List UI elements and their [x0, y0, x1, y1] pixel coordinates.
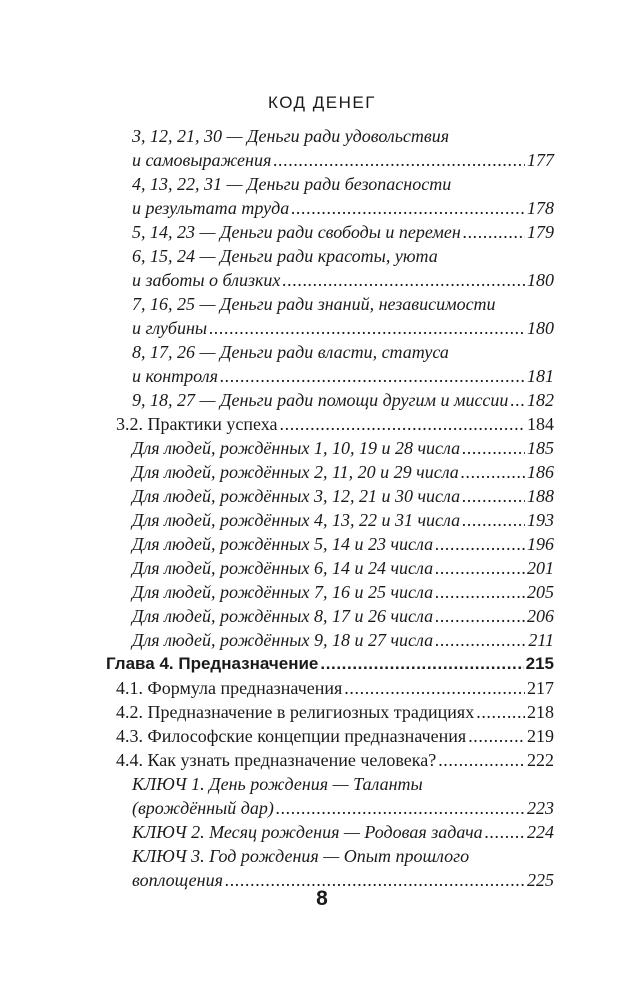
toc-entry-title: 7, 16, 25 — Деньги ради знаний, независимости	[132, 294, 496, 314]
toc-page-number: 224	[527, 822, 554, 842]
toc-page-number: 193	[527, 510, 554, 530]
toc-entry	[132, 820, 554, 844]
leader-dots	[462, 484, 525, 508]
toc-entry	[132, 556, 554, 580]
toc-entry-title: 6, 15, 24 — Деньги ради красоты, уюта	[132, 246, 438, 266]
leader-dots	[435, 532, 525, 556]
toc-page-number: 219	[527, 726, 554, 746]
toc-page-number: 185	[527, 438, 554, 458]
toc-entry-title: Для людей, рождённых 6, 14 и 24 числа	[132, 558, 434, 578]
leader-dots	[435, 604, 525, 628]
toc-entry	[132, 220, 554, 244]
leader-dots	[462, 508, 525, 532]
toc-section-title: 4.4. Как узнать предназначение человека?	[116, 750, 437, 770]
toc-page-number: 218	[527, 702, 554, 722]
toc-chapter-title: Глава 4. Предназначение	[106, 654, 319, 673]
toc-entry-title: 9, 18, 27 — Деньги ради помощи другим и миссии	[132, 390, 509, 410]
toc-entry	[132, 460, 554, 484]
toc-page-number: 181	[527, 366, 554, 386]
toc-page-number: 215	[525, 654, 554, 673]
toc-entry	[132, 508, 554, 532]
toc-entry	[132, 292, 554, 340]
toc-entry	[132, 532, 554, 556]
toc-entry-title: КЛЮЧ 2. Месяц рождения — Родовая задача	[132, 822, 483, 842]
leader-dots	[476, 700, 525, 724]
leader-dots	[273, 148, 525, 172]
leader-dots	[220, 364, 525, 388]
toc-page-number: 196	[527, 534, 554, 554]
toc-page-number: 184	[527, 414, 554, 434]
toc-entry-title-cont: и самовыражения	[132, 150, 272, 170]
toc-entry	[132, 484, 554, 508]
toc-section-title: 3.2. Практики успеха	[116, 414, 278, 434]
toc-page-number: 186	[527, 462, 554, 482]
toc-section	[116, 724, 554, 748]
toc-entry-title-cont: и контроля	[132, 366, 218, 386]
toc-entry-title: КЛЮЧ 1. День рождения — Таланты	[132, 774, 423, 794]
toc-entry	[132, 772, 554, 820]
leader-dots	[435, 580, 525, 604]
toc-entry-title: Для людей, рождённых 4, 13, 22 и 31 числа	[132, 510, 461, 530]
toc-entry	[132, 124, 554, 172]
toc-page-number: 188	[527, 486, 554, 506]
leader-dots	[435, 556, 525, 580]
toc-page-number: 217	[527, 678, 554, 698]
toc-entry	[132, 604, 554, 628]
toc-entry-title: 4, 13, 22, 31 — Деньги ради безопасности	[132, 174, 452, 194]
leader-dots	[510, 388, 525, 412]
toc-entry	[132, 244, 554, 292]
toc-entry-title-cont: и результата труда	[132, 198, 290, 218]
toc-entry-title: Для людей, рождённых 2, 11, 20 и 29 числа	[132, 462, 459, 482]
toc-page-number: 178	[527, 198, 554, 218]
toc-page-number: 201	[527, 558, 554, 578]
leader-dots	[438, 748, 525, 772]
leader-dots	[209, 316, 525, 340]
leader-dots	[291, 196, 525, 220]
toc-page-number: 180	[527, 270, 554, 290]
toc-entry-title: Для людей, рождённых 7, 16 и 25 числа	[132, 582, 434, 602]
toc-entry-title: 8, 17, 26 — Деньги ради власти, статуса	[132, 342, 449, 362]
toc-entry	[132, 340, 554, 388]
leader-dots	[461, 460, 525, 484]
toc-entry-title: Для людей, рождённых 3, 12, 21 и 30 числа	[132, 486, 461, 506]
toc-section-title: 4.2. Предназначение в религиозных традициях	[116, 702, 475, 722]
toc-section	[116, 412, 554, 436]
toc-page-number: 205	[527, 582, 554, 602]
toc-entry-title: КЛЮЧ 3. Год рождения — Опыт прошлого	[132, 846, 470, 866]
toc-page-number: 179	[527, 222, 554, 242]
toc-page-number: 182	[527, 390, 554, 410]
toc-entry	[132, 436, 554, 460]
toc-entry-title-cont: воплощения	[132, 870, 223, 890]
toc-entry-title: Для людей, рождённых 8, 17 и 26 числа	[132, 606, 434, 626]
leader-dots	[468, 724, 525, 748]
toc-entry-title: Для людей, рождённых 5, 14 и 23 числа	[132, 534, 434, 554]
toc-entry-title: Для людей, рождённых 9, 18 и 27 числа	[132, 630, 434, 650]
toc-section-title: 4.3. Философские концепции предназначения	[116, 726, 467, 746]
leader-dots	[463, 220, 525, 244]
toc-section-title: 4.1. Формула предназначения	[116, 678, 343, 698]
toc-page-number: 222	[527, 750, 554, 770]
leader-dots	[344, 676, 525, 700]
toc-entry-title: 5, 14, 23 — Деньги ради свободы и перемен	[132, 222, 461, 242]
leader-dots	[435, 628, 526, 652]
toc-page-number: 180	[527, 318, 554, 338]
leader-dots	[276, 796, 525, 820]
toc-entry	[132, 844, 554, 892]
leader-dots	[320, 652, 523, 676]
toc-entry	[132, 628, 554, 652]
leader-dots	[282, 268, 525, 292]
toc-entry	[132, 388, 554, 412]
leader-dots	[280, 412, 526, 436]
page-number: 8	[316, 887, 328, 910]
toc-section	[116, 700, 554, 724]
toc-entry-title-cont: и глубины	[132, 318, 208, 338]
running-header: КОД ДЕНЕГ	[268, 93, 376, 112]
toc-entry	[132, 580, 554, 604]
toc-entry-title-cont: и заботы о близких	[132, 270, 281, 290]
toc-entry-title-cont: (врождённый дар)	[132, 798, 274, 818]
toc-entry	[132, 172, 554, 220]
toc-page-number: 211	[528, 630, 554, 650]
toc-section	[116, 676, 554, 700]
toc-page-number: 177	[527, 150, 554, 170]
toc-page-number: 223	[527, 798, 554, 818]
toc-section	[116, 748, 554, 772]
toc-entry-title: 3, 12, 21, 30 — Деньги ради удовольствия	[132, 126, 450, 146]
leader-dots	[462, 436, 525, 460]
toc-chapter	[106, 652, 554, 676]
toc-page-number: 206	[527, 606, 554, 626]
toc-page-number: 225	[527, 870, 554, 890]
leader-dots	[485, 820, 525, 844]
toc-entry-title: Для людей, рождённых 1, 10, 19 и 28 числа	[132, 438, 461, 458]
